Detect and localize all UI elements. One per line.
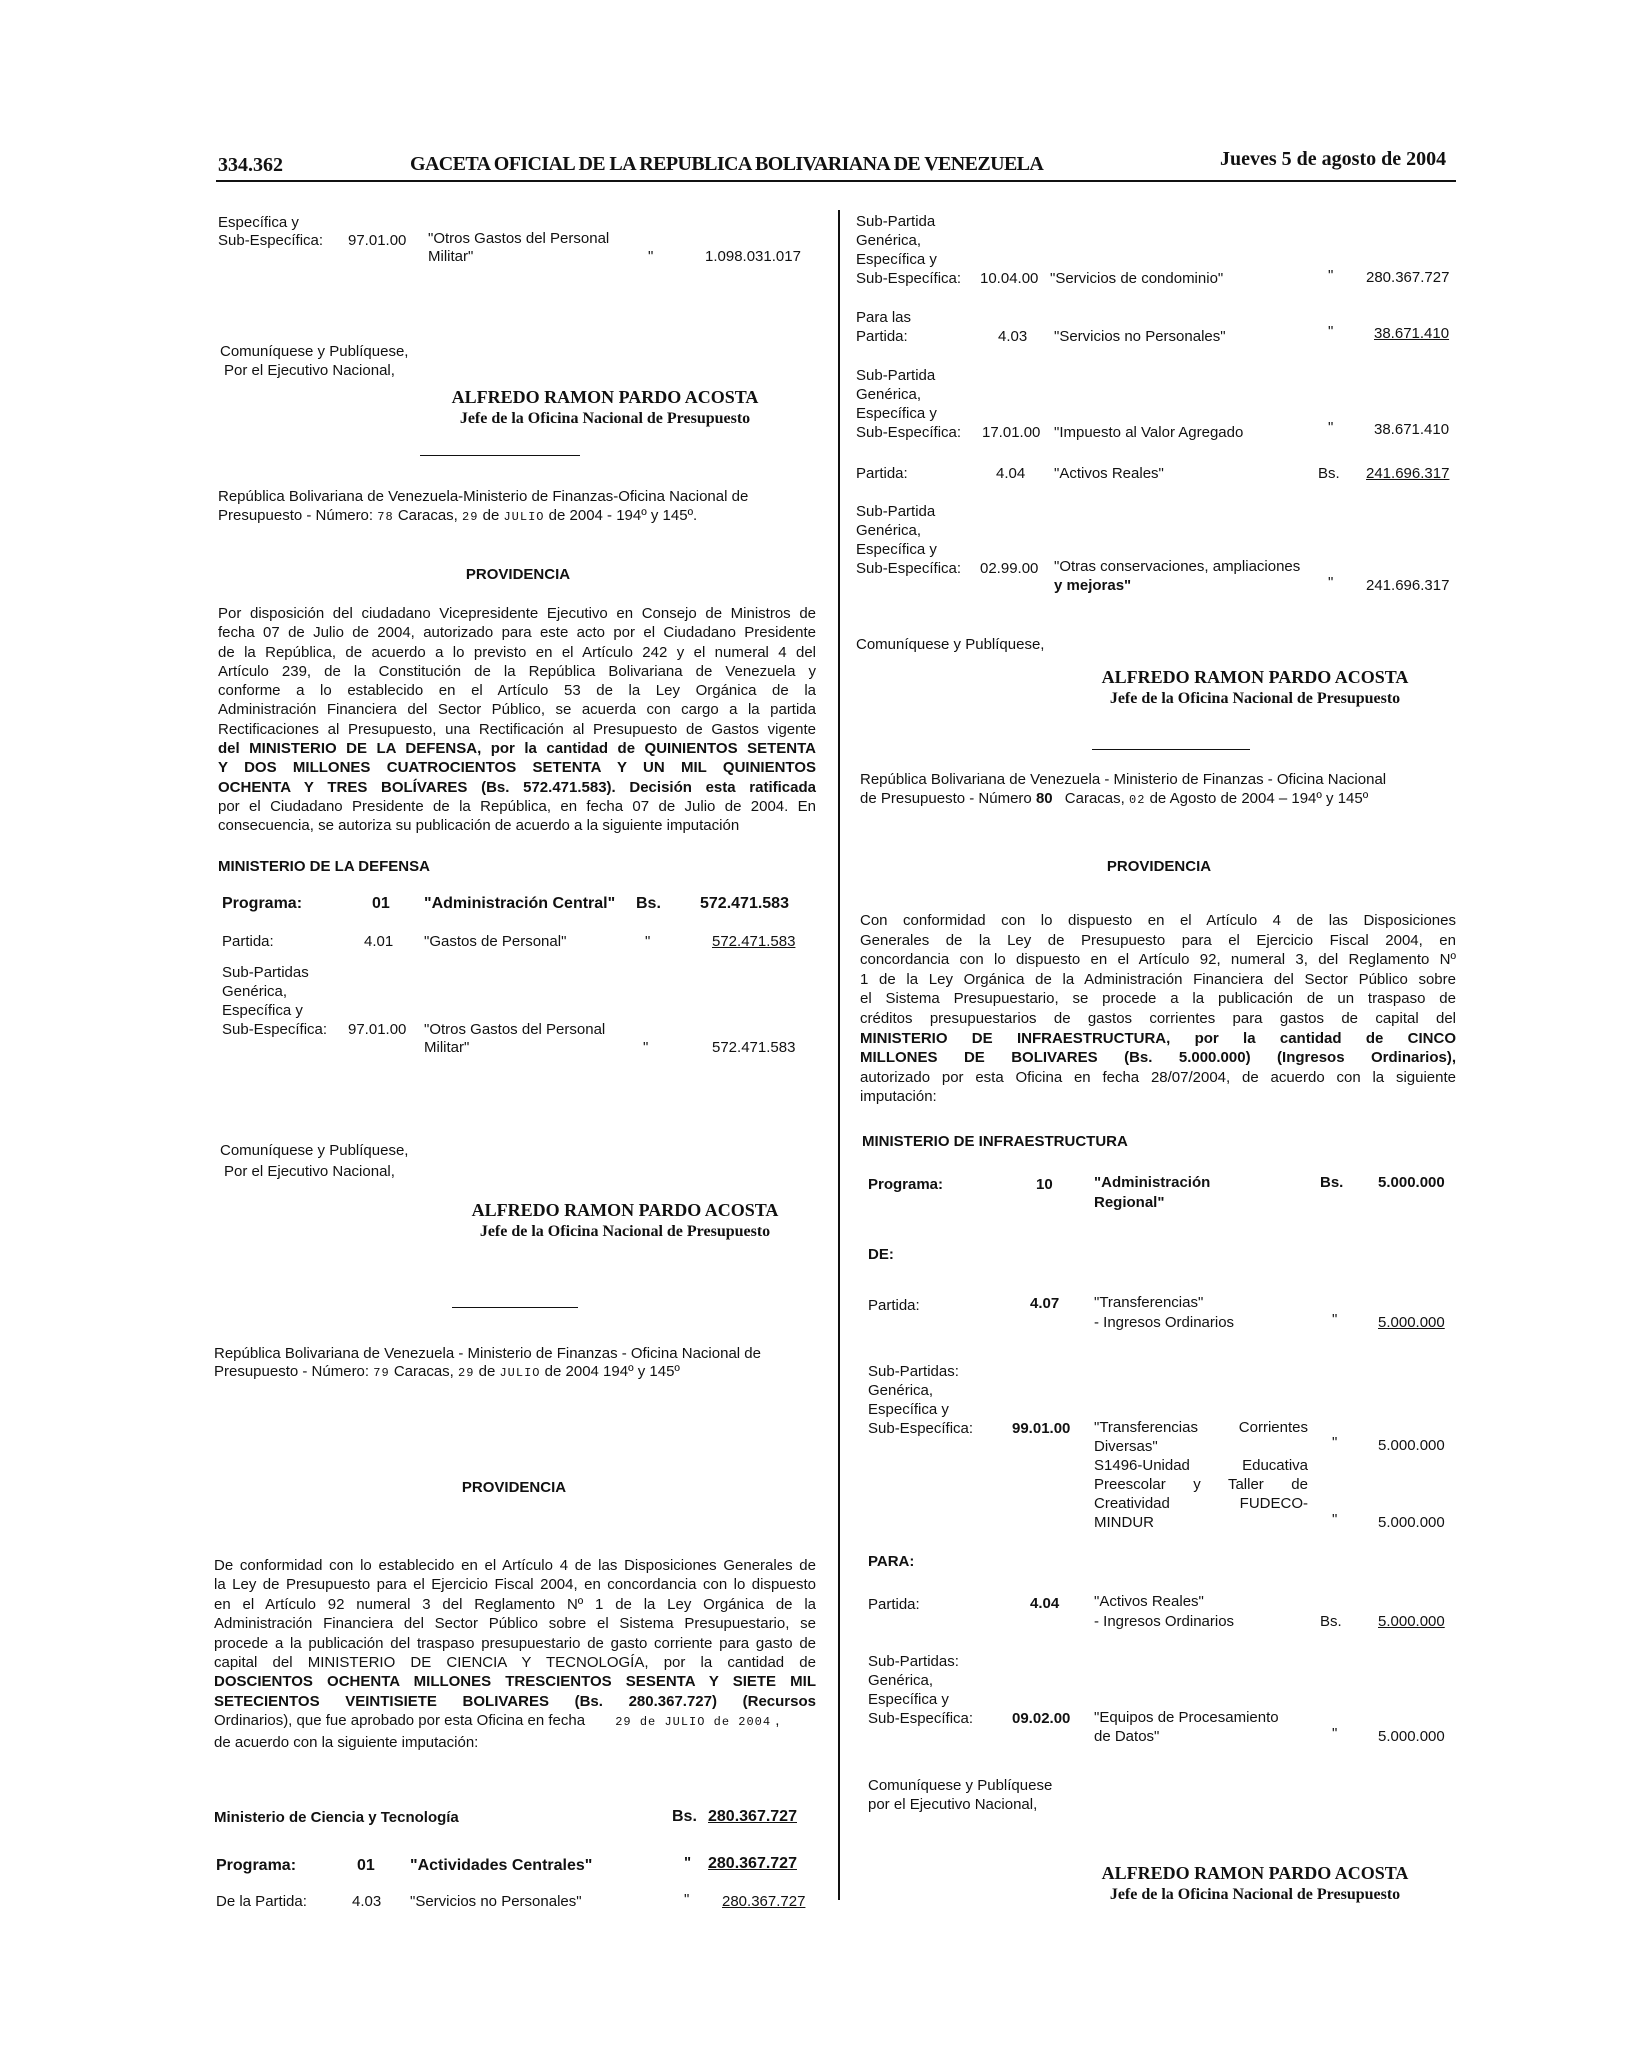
sub-label: Sub-Específica:: [856, 270, 962, 287]
sub-code: 17.01.00: [982, 424, 1041, 441]
body-line: consecuencia, se autoriza su publicación de acuerdo a la siguiente imputación: [218, 817, 740, 835]
programa-name: "Administración Central": [424, 895, 616, 912]
body-line: Con conformidad con lo dispuesto en el Artículo 4 de las Disposiciones: [860, 912, 1456, 929]
sub-desc-2: Militar": [424, 1039, 470, 1056]
body-line: concordancia con lo dispuesto en el Artículo 92, numeral 3, del Reglamento Nº: [860, 951, 1456, 969]
partida-label: Partida:: [222, 933, 274, 950]
sub-desc-line: "Transferencias Corrientes: [1094, 1419, 1308, 1436]
sub-desc-line: Creatividad FUDECO-: [1094, 1495, 1308, 1512]
gazette-title: GACETA OFICIAL DE LA REPUBLICA BOLIVARIANA DE VENEZUELA: [410, 153, 1044, 175]
doc-day: 29: [458, 1366, 475, 1380]
body-line: el Sistema Presupuestario, se procede a la publicación de un traspaso de: [860, 990, 1456, 1008]
closing-line-1: Comuníquese y Publíquese: [868, 1777, 1053, 1794]
ditto-mark: ": [1332, 1311, 1338, 1328]
header-rule: [216, 180, 1456, 182]
body-line: Administración Financiera del Sector Público sobre el Sistema Presupuestario, se: [214, 1615, 816, 1633]
para-label: Para las: [856, 309, 912, 326]
body-line: MILLONES DE BOLIVARES (Bs. 5.000.000) (Ingresos Ordinarios),: [860, 1049, 1456, 1067]
body-line: créditos presupuestarios de gastos corrientes para gastos de capital del: [860, 1009, 1456, 1027]
ditto-mark: ": [1332, 1434, 1338, 1451]
sub-label: Genérica,: [856, 522, 922, 539]
bs-label: Bs.: [636, 895, 661, 912]
gazette-date: Jueves 5 de agosto de 2004: [1220, 148, 1447, 170]
body-line: Rectificaciones al Presupuesto, una Rectificación al Presupuesto de Gastos vigente: [218, 720, 816, 738]
sub-code: 02.99.00: [980, 560, 1039, 577]
intro-text: Presupuesto - Número:: [218, 507, 374, 524]
body-line: SETECIENTOS VEINTISIETE BOLIVARES (Bs. 280.367.727) (Recursos: [214, 1692, 816, 1710]
sub-desc-line: Diversas": [1094, 1438, 1158, 1455]
para-code: 4.03: [998, 328, 1028, 345]
signer-title: Jefe de la Oficina Nacional de Presupuesto: [1109, 1886, 1401, 1903]
partida-desc: "Activos Reales": [1054, 465, 1164, 482]
para-labels: [856, 308, 911, 346]
body-line: Administración Financiera del Sector Público, se acuerda con cargo a la partida: [218, 701, 816, 719]
column-divider: [838, 210, 840, 1900]
doc80-heading: PROVIDENCIA: [1106, 858, 1212, 875]
body-line: Generales de la Ley de Presupuesto para el Ejercicio Fiscal 2004, en: [860, 931, 1456, 949]
intro-text: de Agosto de 2004 – 194º y 145º: [1149, 790, 1369, 807]
programa-amount: 280.367.727: [708, 1855, 797, 1872]
sub-labels: [856, 502, 961, 578]
partida-code: 4.01: [364, 933, 394, 950]
page-number: 334.362: [218, 154, 283, 176]
sub-desc-2: Militar": [428, 248, 474, 265]
body-line: fecha 07 de Julio de 2004, autorizado para este acto por el Ciudadano Presidente: [218, 624, 816, 642]
body-text: Ordinarios), que fue aprobado por esta Oficina en fecha: [214, 1712, 586, 1730]
ditto-mark: ": [643, 1039, 649, 1056]
partida-name-2: - Ingresos Ordinarios: [1094, 1314, 1235, 1331]
body-line: de acuerdo con la siguiente imputación:: [214, 1733, 479, 1751]
partida-code: 4.03: [352, 1893, 382, 1910]
doc80-ministry: MINISTERIO DE INFRAESTRUCTURA: [862, 1133, 1128, 1150]
doc80-body: [860, 911, 1456, 1107]
sub-desc: "Impuesto al Valor Agregado: [1054, 424, 1244, 441]
sub-amount: 280.367.727: [1366, 269, 1450, 286]
body-line: conforme a lo establecido en el Artículo 53 de la Ley Orgánica de la: [218, 682, 816, 700]
bs-label: Bs.: [1318, 465, 1340, 482]
sub-amount: 5.000.000: [1378, 1728, 1445, 1745]
partida-name: "Activos Reales": [1094, 1593, 1204, 1610]
closing-line-2: por el Ejecutivo Nacional,: [868, 1796, 1038, 1813]
sub-desc-line: MINDUR: [1094, 1514, 1154, 1531]
sub-labels: [868, 1362, 973, 1438]
sub-code: 10.04.00: [980, 270, 1039, 287]
sub-label: Sub-Específica:: [222, 1021, 328, 1038]
doc79-body: [214, 1556, 816, 1752]
partida-label: Partida:: [868, 1596, 920, 1613]
body-line: de la República, de acuerdo a lo previsto en el Artículo 242 y el numeral 4 del: [218, 643, 816, 661]
ditto-mark: ": [1328, 574, 1334, 591]
intro-text: de: [478, 1363, 496, 1380]
doc79-intro-2: [214, 1362, 680, 1383]
signer-name: ALFREDO RAMON PARDO ACOSTA: [451, 387, 759, 407]
doc79-intro-1: República Bolivariana de Venezuela - Ministerio de Finanzas - Oficina Nacional de: [214, 1345, 761, 1362]
sub-desc: "Otras conservaciones, ampliaciones: [1054, 558, 1301, 575]
sub-label: Genérica,: [868, 1672, 934, 1689]
separator-rule: [420, 455, 580, 456]
label-subespecifica: Sub-Específica:: [218, 232, 324, 249]
intro-text: Caracas,: [393, 1363, 454, 1380]
sub-desc-2: y mejoras": [1054, 577, 1132, 594]
programa-label: Programa:: [216, 1857, 297, 1874]
sub-amount: 5.000.000: [1378, 1514, 1445, 1531]
programa-amount: 5.000.000: [1378, 1174, 1445, 1191]
signer-name: ALFREDO RAMON PARDO ACOSTA: [1101, 667, 1409, 687]
partida-label: De la Partida:: [216, 1893, 307, 1910]
intro-text: de 2004 - 194º y 145º.: [548, 507, 698, 524]
sub-label: Sub-Específica:: [856, 560, 962, 577]
separator-rule: [1092, 749, 1250, 750]
programa-label: Programa:: [868, 1176, 944, 1193]
sub-label: Genérica,: [856, 232, 922, 249]
para-label: Partida:: [856, 328, 908, 345]
body-line: Por disposición del ciudadano Vicepresidente Ejecutivo en Consejo de Ministros de: [218, 605, 816, 622]
doc-month: JULIO: [499, 1366, 541, 1380]
programa-amount: 572.471.583: [700, 895, 789, 912]
signer-title: Jefe de la Oficina Nacional de Presupuesto: [1109, 690, 1401, 707]
doc78-intro-1: República Bolivariana de Venezuela-Ministerio de Finanzas-Oficina Nacional de: [218, 488, 749, 505]
body-line: Artículo 239, de la Constitución de la República Bolivariana de Venezuela y: [218, 662, 816, 680]
para-amount: 38.671.410: [1374, 325, 1450, 342]
partida-amount: 5.000.000: [1378, 1613, 1445, 1630]
sub-label: Específica y: [222, 1002, 303, 1019]
sub-desc: "Otros Gastos del Personal: [424, 1021, 606, 1038]
partida-amount: 5.000.000: [1378, 1314, 1445, 1331]
doc78-ministry: MINISTERIO DE LA DEFENSA: [218, 858, 430, 875]
doc78-intro-2: [218, 506, 697, 527]
sub-label: Sub-Específica:: [868, 1420, 974, 1437]
doc-number: 80: [1035, 790, 1053, 807]
ditto-mark: ": [1328, 419, 1334, 436]
partida-name-2: - Ingresos Ordinarios: [1094, 1613, 1235, 1630]
sub-labels: [856, 366, 961, 442]
body-line: capital del MINISTERIO DE CIENCIA Y TECNOLOGÍA, por la cantidad de: [214, 1654, 816, 1672]
sub-label: Genérica,: [856, 386, 922, 403]
body-line: imputación:: [860, 1088, 937, 1106]
sub-desc-line: Preescolar y Taller de: [1094, 1476, 1308, 1493]
sub-desc: "Otros Gastos del Personal: [428, 230, 610, 247]
programa-code: 10: [1036, 1176, 1053, 1193]
partida-label: Partida:: [868, 1297, 920, 1314]
body-line: del MINISTERIO DE LA DEFENSA, por la cantidad de QUINIENTOS SETENTA: [218, 740, 816, 758]
programa-name-2: Regional": [1094, 1194, 1165, 1211]
de-label: DE:: [868, 1246, 894, 1263]
sub-label: Específica y: [856, 251, 937, 268]
doc-day: 02: [1129, 793, 1146, 807]
doc78-heading: PROVIDENCIA: [465, 566, 571, 583]
intro-text: de 2004 194º y 145º: [544, 1363, 680, 1380]
sub-amount: 5.000.000: [1378, 1437, 1445, 1454]
bs-label: Bs.: [672, 1808, 697, 1825]
intro-text: Caracas,: [1064, 790, 1125, 807]
sub-labels: [868, 1652, 973, 1728]
intro-text: de Presupuesto - Número: [860, 790, 1032, 807]
sub-label: Sub-Partidas:: [868, 1363, 959, 1380]
bs-label: Bs.: [1320, 1613, 1342, 1630]
sub-code: 97.01.00: [348, 1021, 407, 1038]
ditto-mark: ": [1328, 323, 1334, 340]
intro-text: Caracas,: [397, 507, 458, 524]
closing-line: Comuníquese y Publíquese,: [856, 636, 1045, 653]
sub-desc: [1094, 1418, 1308, 1532]
approval-date: 29 de JULIO de 2004: [615, 1715, 772, 1730]
programa-code: 01: [357, 1857, 375, 1874]
sub-label: Específica y: [868, 1401, 949, 1418]
partida-name: "Transferencias": [1094, 1294, 1204, 1311]
comma: ,: [771, 1712, 780, 1730]
doc-month: JULIO: [503, 510, 545, 524]
doc79-heading: PROVIDENCIA: [461, 1479, 567, 1496]
body-line: autorizado por esta Oficina en fecha 28/07/2004, de acuerdo con la siguiente: [860, 1068, 1456, 1086]
sub-amount: 572.471.583: [712, 1039, 796, 1056]
sub-desc-line: S1496-Unidad Educativa: [1094, 1457, 1308, 1474]
doc-number: 78: [377, 510, 394, 524]
sub-label: Genérica,: [222, 983, 288, 1000]
partida-name: "Servicios no Personales": [410, 1893, 582, 1910]
sub-amount: 241.696.317: [1366, 577, 1450, 594]
sub-desc: "Equipos de Procesamiento: [1094, 1709, 1279, 1726]
closing-line-2: Por el Ejecutivo Nacional,: [224, 1163, 395, 1180]
partida-code: 4.07: [1030, 1295, 1060, 1312]
sub-label: Sub-Específica:: [856, 424, 962, 441]
intro-text: Presupuesto - Número:: [214, 1363, 370, 1380]
sub-amount: 38.671.410: [1374, 421, 1450, 438]
closing-line-1: Comuníquese y Publíquese,: [220, 1142, 409, 1159]
intro-text: de: [482, 507, 500, 524]
signer-name: ALFREDO RAMON PARDO ACOSTA: [471, 1200, 779, 1220]
programa-name: "Administración: [1094, 1174, 1211, 1191]
ditto-mark: ": [684, 1891, 690, 1908]
closing-line-2: Por el Ejecutivo Nacional,: [224, 362, 395, 379]
para-label: PARA:: [868, 1553, 915, 1570]
ditto-mark: ": [1332, 1511, 1338, 1528]
sub-desc-2: de Datos": [1094, 1728, 1160, 1745]
partida-name: "Gastos de Personal": [424, 933, 567, 950]
doc79-ministry: Ministerio de Ciencia y Tecnología: [214, 1809, 459, 1826]
partida-amount: 241.696.317: [1366, 465, 1450, 482]
programa-label: Programa:: [222, 895, 303, 912]
doc78-body: [218, 604, 816, 836]
partida-amount: 280.367.727: [722, 1893, 806, 1910]
signer-title: Jefe de la Oficina Nacional de Presupuesto: [459, 410, 751, 427]
sub-code: 09.02.00: [1012, 1710, 1071, 1727]
sub-label: Específica y: [856, 541, 937, 558]
ministry-amount: 280.367.727: [708, 1808, 797, 1825]
doc80-intro-2: [860, 789, 1368, 810]
closing-line-1: Comuníquese y Publíquese,: [220, 343, 409, 360]
sub-desc: "Servicios de condominio": [1050, 270, 1224, 287]
body-line: [214, 1711, 816, 1732]
sub-code: 97.01.00: [348, 232, 407, 249]
sub-label: Sub-Partidas:: [868, 1653, 959, 1670]
ditto-mark: ": [1332, 1725, 1338, 1742]
bs-label: Bs.: [1320, 1174, 1344, 1191]
partida-code: 4.04: [1030, 1595, 1060, 1612]
sub-amount: 1.098.031.017: [705, 248, 801, 265]
programa-code: 01: [372, 895, 390, 912]
body-line: por el Ciudadano Presidente de la República, en fecha 07 de Julio de 2004. En: [218, 797, 816, 815]
sub-labels: [222, 963, 327, 1039]
body-line: la Ley de Presupuesto para el Ejercicio Fiscal 2004, en concordancia con lo dispuesto: [214, 1576, 816, 1594]
ditto-mark: ": [648, 248, 654, 265]
body-line: De conformidad con lo establecido en el Artículo 4 de las Disposiciones Generales de: [214, 1557, 816, 1574]
ditto-mark: ": [645, 933, 651, 950]
sub-label: Específica y: [856, 405, 937, 422]
doc-day: 29: [462, 510, 479, 524]
signer-name: ALFREDO RAMON PARDO ACOSTA: [1101, 1863, 1409, 1883]
separator-rule: [452, 1307, 578, 1308]
label-especifica: Específica y: [218, 214, 299, 231]
body-line: MINISTERIO DE INFRAESTRUCTURA, por la cantidad de CINCO: [860, 1029, 1456, 1047]
body-line: 1 de la Ley Orgánica de la Administración Financiera del Sector Público sobre: [860, 970, 1456, 988]
body-line: en el Artículo 92 numeral 3 del Reglamento Nº 1 de la Ley Orgánica de la: [214, 1595, 816, 1613]
sub-label: Sub-Partida: [856, 213, 936, 230]
doc80-intro-1: República Bolivariana de Venezuela - Ministerio de Finanzas - Oficina Nacional: [860, 771, 1387, 788]
ditto-mark: ": [684, 1854, 692, 1871]
programa-name: "Actividades Centrales": [410, 1857, 593, 1874]
partida-amount: 572.471.583: [712, 933, 796, 950]
partida-label: Partida:: [856, 465, 908, 482]
sub-label: Genérica,: [868, 1382, 934, 1399]
body-line: OCHENTA Y TRES BOLÍVARES (Bs. 572.471.583). Decisión esta ratificada: [218, 778, 816, 796]
sub-label: Sub-Específica:: [868, 1710, 974, 1727]
body-line: DOSCIENTOS OCHENTA MILLONES TRESCIENTOS SESENTA Y SIETE MIL: [214, 1673, 816, 1691]
para-desc: "Servicios no Personales": [1054, 328, 1226, 345]
partida-code: 4.04: [996, 465, 1026, 482]
sub-label: Sub-Partidas: [222, 964, 309, 981]
sub-labels: [856, 212, 961, 288]
sub-label: Específica y: [868, 1691, 949, 1708]
body-line: procede a la publicación del traspaso presupuestario de gasto corriente para gasto de: [214, 1634, 816, 1652]
doc-number: 79: [373, 1366, 390, 1380]
ditto-mark: ": [1328, 267, 1334, 284]
sub-label: Sub-Partida: [856, 503, 936, 520]
body-line: Y DOS MILLONES CUATROCIENTOS SETENTA Y UN MIL QUINIENTOS: [218, 759, 816, 777]
signer-title: Jefe de la Oficina Nacional de Presupuesto: [479, 1223, 771, 1240]
sub-label: Sub-Partida: [856, 367, 936, 384]
sub-code: 99.01.00: [1012, 1420, 1071, 1437]
